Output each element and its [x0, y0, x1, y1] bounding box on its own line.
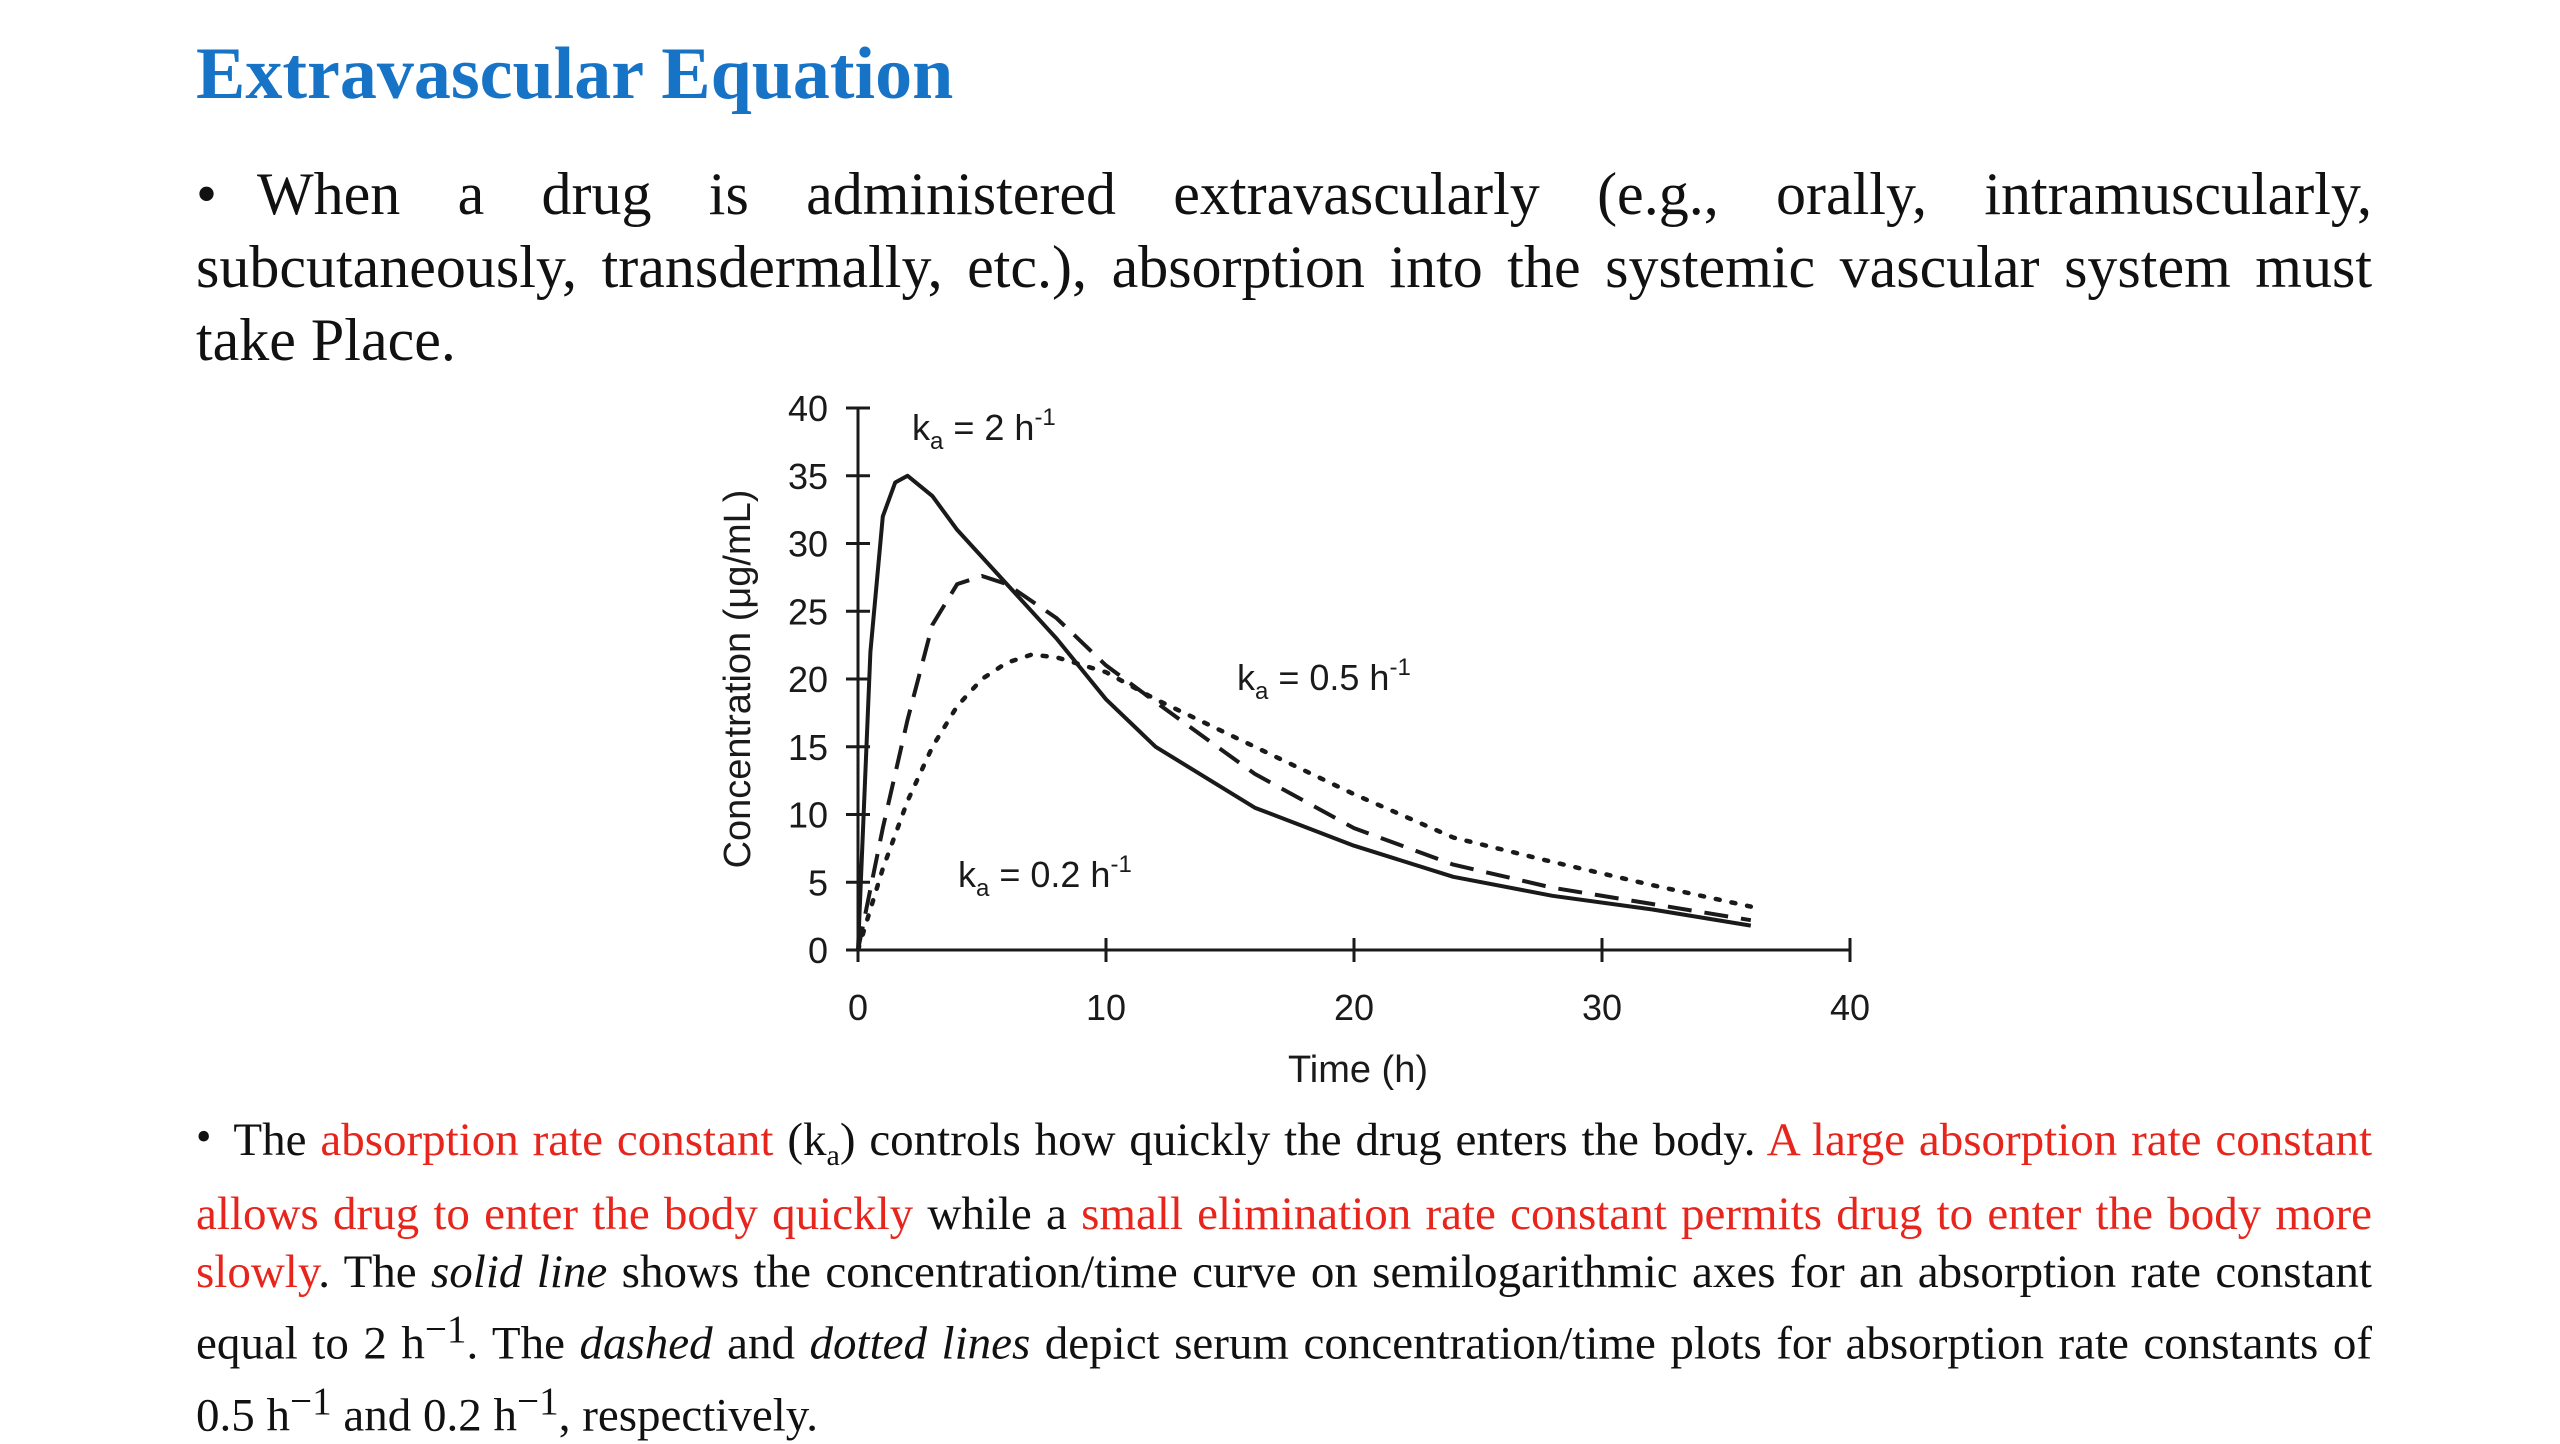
text-segment: (k [773, 1114, 827, 1166]
text-segment: The [233, 1114, 321, 1166]
emphasis-dotted-lines: dotted lines [809, 1317, 1031, 1370]
y-tick-label: 40 [787, 388, 828, 429]
x-tick-label: 0 [847, 987, 869, 1028]
superscript: −1 [517, 1379, 559, 1423]
y-axis-title: Concentration (μg/mL) [717, 489, 759, 869]
y-tick-label: 10 [787, 794, 828, 836]
x-tick-label: 40 [1829, 987, 1871, 1028]
y-tick-label: 15 [787, 726, 828, 768]
y-tick-label: 25 [787, 591, 828, 633]
x-tick-label: 10 [1085, 987, 1127, 1028]
intro-text: When a drug is administered extravascularly (e.g., orally, intramuscularly, subcutaneously, transdermally, etc.), absorption into the systemic vascular system must take Place. [196, 161, 2372, 373]
concentration-time-chart [700, 370, 1871, 1100]
text-segment: . The [466, 1317, 580, 1370]
text-segment: , respectively. [558, 1389, 818, 1442]
x-tick-label: 30 [1581, 987, 1623, 1028]
text-segment: and [712, 1317, 810, 1370]
bullet-icon: • [196, 1112, 212, 1161]
emphasis-solid-line: solid line [431, 1246, 608, 1298]
intro-paragraph [196, 158, 2372, 377]
text-segment: shows the concentration/time curve on semilogarithmic axes for an absorption rate constant equal to 2 h [196, 1246, 2372, 1370]
y-tick-label: 20 [787, 659, 828, 700]
highlight-large-constant: A large absorption rate constant allows drug to enter the body quickly [196, 1114, 2372, 1240]
text-segment: and 0.2 h [331, 1389, 518, 1442]
y-tick-label: 35 [787, 455, 828, 497]
superscript: −1 [424, 1308, 467, 1351]
subscript-a: a [826, 1139, 840, 1172]
text-segment: . The [318, 1246, 432, 1298]
y-tick-label: 0 [807, 930, 828, 971]
explanation-paragraph [196, 1108, 2372, 1444]
curve-label-dotted: $k_a = 0.2$ $h^{-1}$ [958, 851, 1132, 902]
curve-label-dashed: $k_a = 0.5$ $h^{-1}$ [1237, 654, 1411, 705]
highlight-small-constant: small elimination rate constant permits drug to enter the body more slowly [196, 1188, 2373, 1298]
x-axis-title: Time (h) [1287, 1049, 1429, 1091]
text-segment: depict serum concentration/time plots for absorption rate constants of 0.5 h [196, 1317, 2372, 1442]
slide-title: Extravascular Equation [196, 33, 954, 115]
superscript: −1 [290, 1379, 332, 1423]
text-segment: while a [913, 1188, 1082, 1240]
emphasis-dashed: dashed [579, 1317, 713, 1370]
x-tick-label: 20 [1333, 987, 1375, 1028]
y-tick-label: 5 [807, 862, 828, 904]
highlight-absorption-rate-constant: absorption rate constant [320, 1114, 774, 1166]
y-tick-label: 30 [787, 523, 828, 565]
curve-label-solid: $k_a = 2$ $h^{-1}$ [912, 404, 1056, 455]
text-segment: ) controls how quickly the drug enters the body. [839, 1114, 1767, 1166]
bullet-icon: • [196, 161, 218, 227]
chart-svg [700, 370, 1871, 1100]
